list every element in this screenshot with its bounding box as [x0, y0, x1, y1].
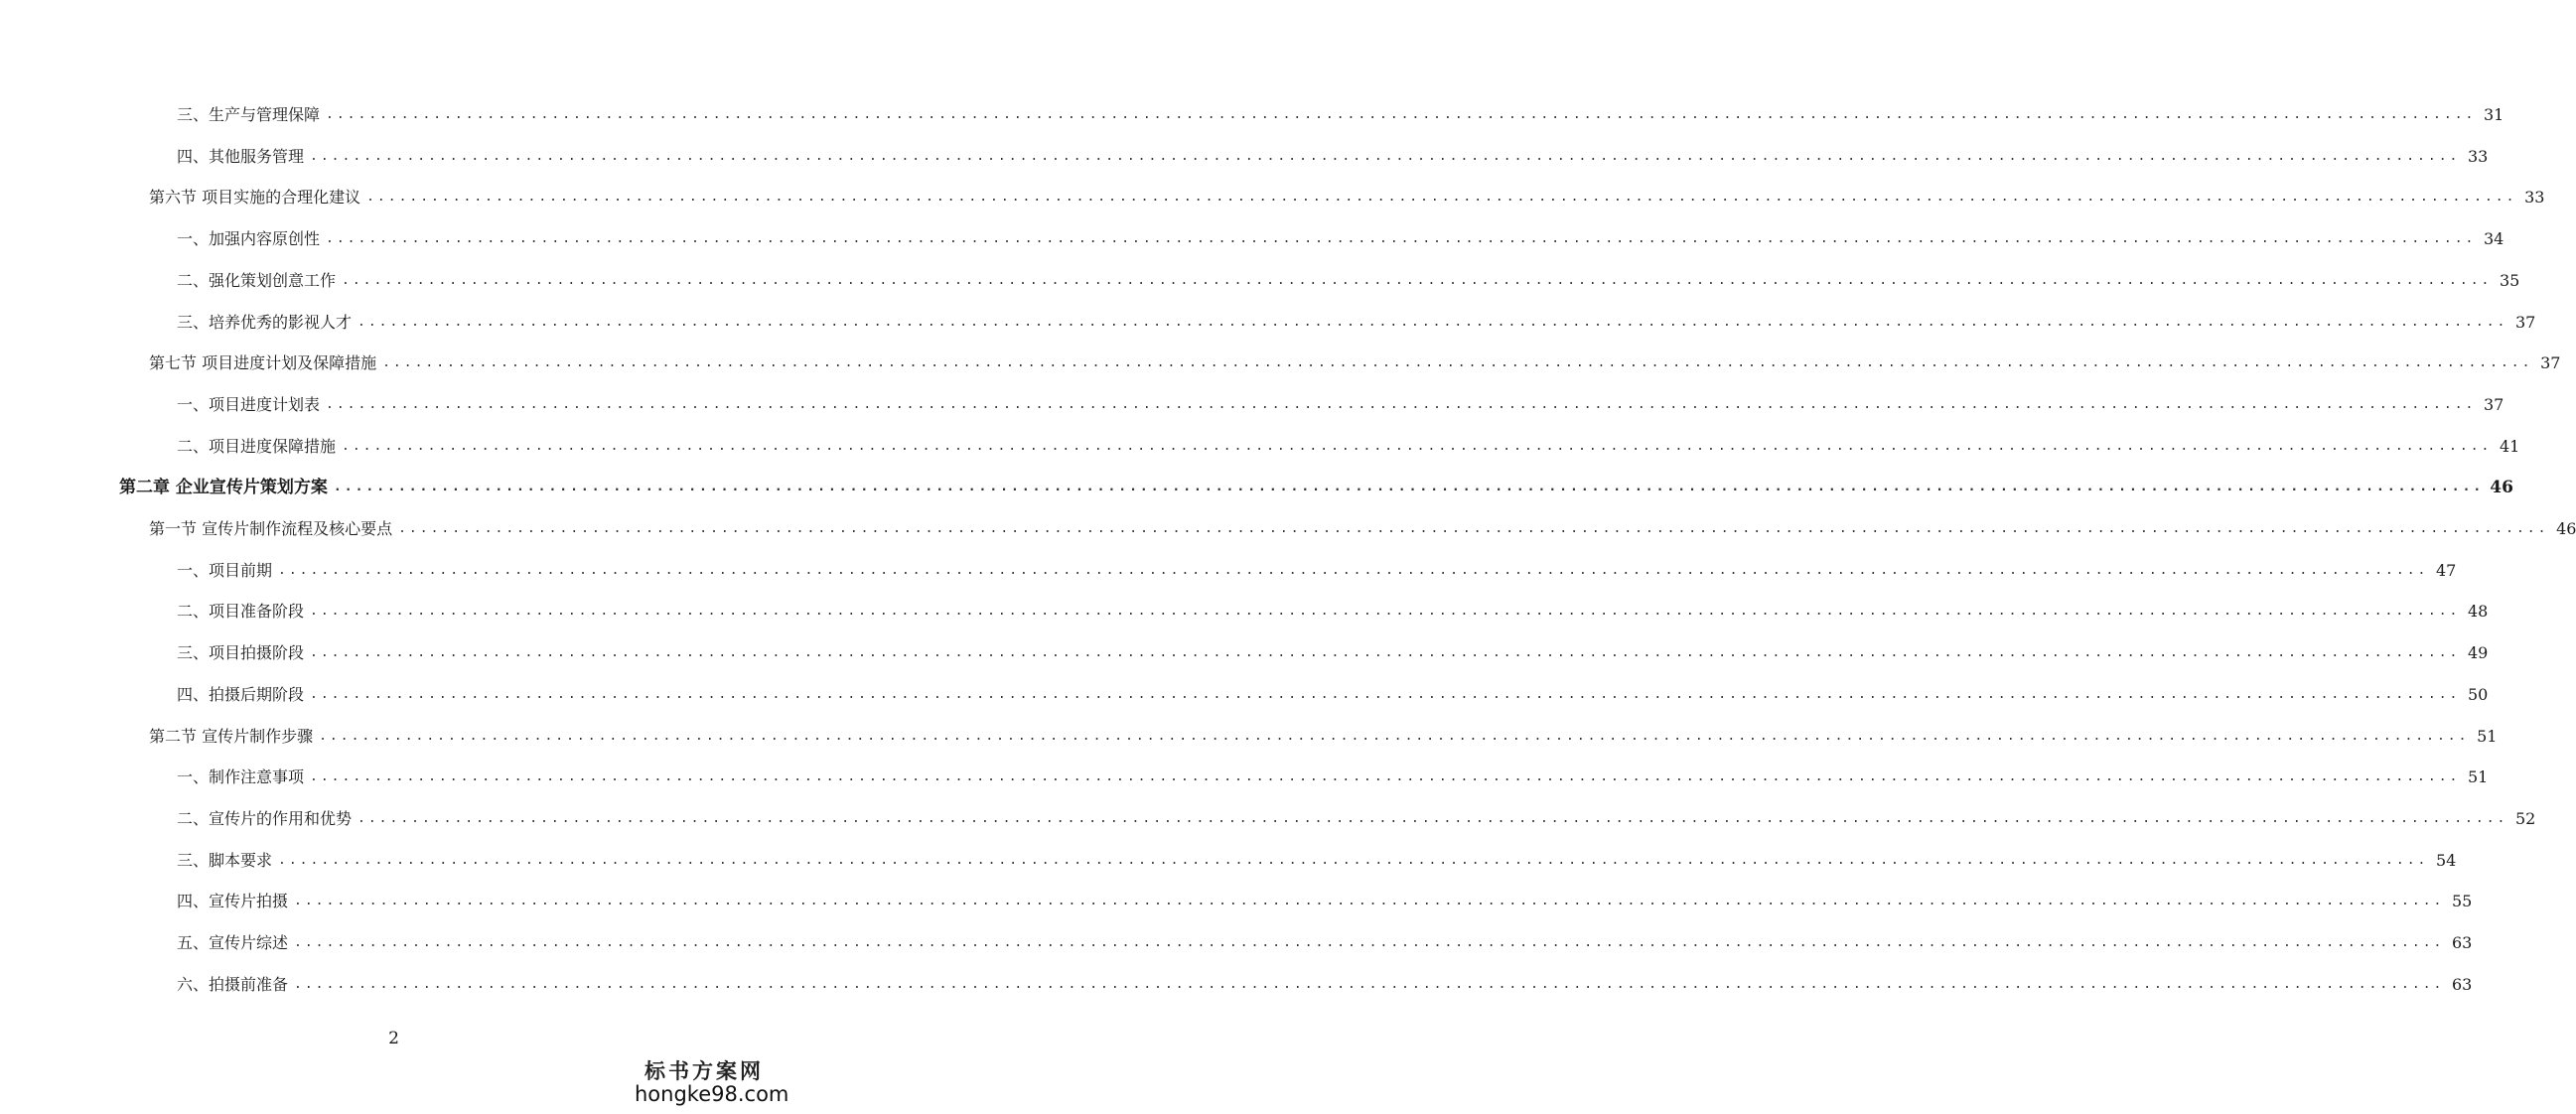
toc-entry-page: 55 [2452, 892, 2473, 911]
toc-entry-page: 37 [2540, 353, 2561, 373]
toc-entry-title: 第二节 宣传片制作步骤 [149, 726, 314, 746]
toc-entry-section[interactable] [149, 178, 2545, 217]
toc-entry-page: 35 [2500, 270, 2520, 290]
toc-leader-dots: ........................................................................................................................................................................................................ [294, 935, 2445, 950]
toc-entry-item[interactable] [177, 965, 2473, 1005]
toc-entry-title: 一、加强内容原创性 [177, 229, 321, 249]
toc-entry-page: 46 [2490, 478, 2513, 498]
toc-entry-section[interactable] [149, 717, 2498, 757]
toc-entry-item[interactable] [177, 882, 2473, 921]
toc-entry-title: 三、培养优秀的影视人才 [177, 312, 353, 332]
toc-entry-title: 第七节 项目进度计划及保障措施 [149, 353, 377, 373]
toc-entry-page: 31 [2484, 105, 2504, 124]
toc-entry-page: 37 [2515, 312, 2536, 332]
toc-entry-page: 37 [2484, 394, 2504, 414]
toc-entry-page: 47 [2436, 560, 2457, 580]
toc-entry-item[interactable] [177, 592, 2489, 631]
toc-entry-page: 49 [2468, 643, 2489, 663]
toc-entry-section[interactable] [149, 344, 2561, 383]
toc-entry-item[interactable] [177, 799, 2536, 839]
toc-entry-title: 一、项目前期 [177, 560, 273, 580]
toc-leader-dots: ........................................................................................................................................................................................................ [326, 396, 2477, 412]
toc-leader-dots: ........................................................................................................................................................................................................ [358, 810, 2508, 826]
toc-entry-title: 四、拍摄后期阶段 [177, 684, 305, 704]
toc-entry-page: 51 [2468, 767, 2489, 787]
toc-leader-dots: ........................................................................................................................................................................................................ [310, 769, 2461, 785]
toc-leader-dots: ........................................................................................................................................................................................................ [326, 231, 2477, 247]
toc-leader-dots: ........................................................................................................................................................................................................ [294, 894, 2445, 909]
toc-entry-item[interactable] [177, 633, 2489, 673]
watermark-url: hongke98.com [635, 1082, 789, 1106]
toc-entry-item[interactable] [177, 385, 2504, 425]
toc-entry-title: 第一节 宣传片制作流程及核心要点 [149, 519, 393, 538]
toc-entry-title: 第六节 项目实施的合理化建议 [149, 188, 361, 208]
toc-entry-title: 第二章 企业宣传片策划方案 [119, 478, 328, 498]
toc-leader-dots: ........................................................................................................................................................................................................ [278, 852, 2429, 868]
toc-entry-item[interactable] [177, 261, 2520, 301]
toc-entry-page: 34 [2484, 229, 2504, 249]
toc-entry-page: 51 [2477, 726, 2498, 746]
toc-entry-title: 四、宣传片拍摄 [177, 892, 289, 911]
page-number: 2 [388, 1029, 399, 1048]
toc-entry-page: 33 [2468, 146, 2489, 166]
toc-entry-title: 二、项目进度保障措施 [177, 436, 337, 456]
toc-entry-title: 六、拍摄前准备 [177, 974, 289, 994]
toc-entry-chapter[interactable] [119, 468, 2513, 507]
toc-entry-item[interactable] [177, 427, 2520, 467]
toc-entry-title: 四、其他服务管理 [177, 146, 305, 166]
toc-leader-dots: ........................................................................................................................................................................................................ [342, 272, 2493, 288]
toc-entry-item[interactable] [177, 551, 2457, 591]
toc-entry-page: 33 [2524, 188, 2545, 208]
toc-leader-dots: ........................................................................................................................................................................................................ [398, 521, 2549, 536]
toc-entry-item[interactable] [177, 303, 2536, 343]
toc-leader-dots: ........................................................................................................................................................................................................ [342, 438, 2493, 454]
toc-leader-dots: ........................................................................................................................................................................................................ [358, 314, 2508, 330]
toc-entry-item[interactable] [177, 841, 2457, 881]
toc-entry-item[interactable] [177, 758, 2489, 797]
toc-entry-title: 二、宣传片的作用和优势 [177, 808, 353, 828]
toc-entry-title: 二、强化策划创意工作 [177, 270, 337, 290]
toc-entry-page: 41 [2500, 436, 2520, 456]
site-watermark [635, 1055, 789, 1106]
toc-leader-dots: ........................................................................................................................................................................................................ [310, 645, 2461, 661]
toc-entry-item[interactable] [177, 95, 2504, 135]
toc-entry-item[interactable] [177, 137, 2489, 177]
toc-entry-title: 一、项目进度计划表 [177, 394, 321, 414]
toc-entry-title: 三、项目拍摄阶段 [177, 643, 305, 663]
toc-leader-dots: ........................................................................................................................................................................................................ [333, 480, 2485, 495]
toc-entry-title: 三、生产与管理保障 [177, 105, 321, 124]
toc-entry-page: 50 [2468, 684, 2489, 704]
watermark-chinese: 标书方案网 [644, 1058, 764, 1083]
toc-entry-title: 一、制作注意事项 [177, 767, 305, 787]
toc-leader-dots: ........................................................................................................................................................................................................ [294, 976, 2445, 992]
toc-entry-title: 三、脚本要求 [177, 850, 273, 870]
toc-leader-dots: ........................................................................................................................................................................................................ [319, 728, 2470, 744]
toc-entry-page: 63 [2452, 933, 2473, 952]
toc-leader-dots: ........................................................................................................................................................................................................ [278, 562, 2429, 578]
toc-entry-item[interactable] [177, 923, 2473, 963]
toc-leader-dots: ........................................................................................................................................................................................................ [310, 686, 2461, 702]
toc-entry-page: 46 [2556, 519, 2576, 538]
toc-entry-title: 二、项目准备阶段 [177, 602, 305, 622]
toc-leader-dots: ........................................................................................................................................................................................................ [366, 190, 2517, 206]
toc-entry-title: 五、宣传片综述 [177, 933, 289, 952]
toc-leader-dots: ........................................................................................................................................................................................................ [382, 355, 2533, 371]
toc-entry-page: 63 [2452, 974, 2473, 994]
toc-entry-section[interactable] [149, 509, 2576, 549]
toc-leader-dots: ........................................................................................................................................................................................................ [310, 604, 2461, 620]
toc-entry-page: 54 [2436, 850, 2457, 870]
toc-entry-page: 52 [2515, 808, 2536, 828]
toc-entry-item[interactable] [177, 675, 2489, 715]
toc-entry-item[interactable] [177, 219, 2504, 259]
toc-entry-page: 48 [2468, 602, 2489, 622]
toc-leader-dots: ........................................................................................................................................................................................................ [310, 148, 2461, 164]
toc-leader-dots: ........................................................................................................................................................................................................ [326, 107, 2477, 122]
